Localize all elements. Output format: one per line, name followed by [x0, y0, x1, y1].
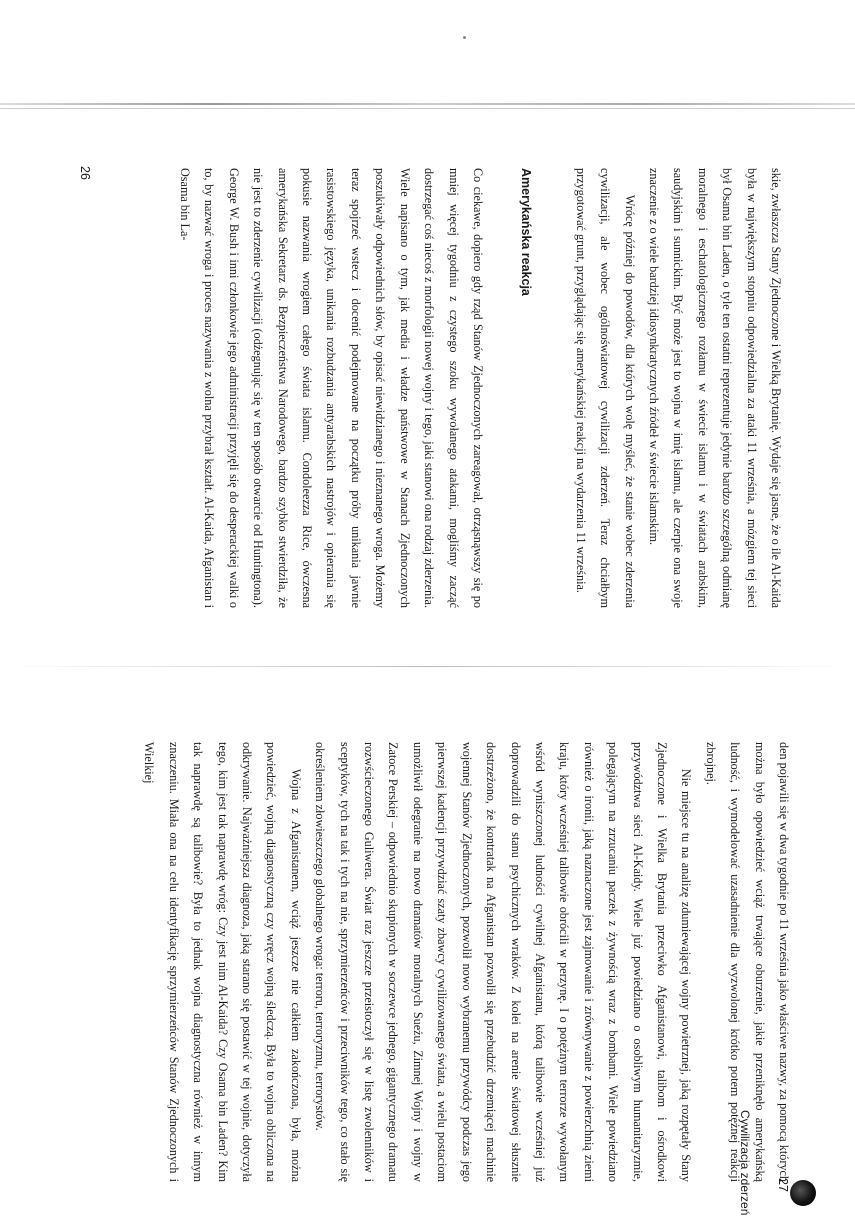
right-page-paragraph-2: Nie miejsce tu na analizę zdumiewającej wojny powietrznej, jaką rozpętały Stany Zjednoczone i Wielka Brytania przeciwko Afganistanowi, talibom i ośrodkowi przywództwa sieci Al-Kaidy. Wiele już powiedziano o osobliwym humanitaryzmie, polegającym na zrzucaniu paczek z żywnością wraz z bombami. Wiele powiedziano również o ironii, jaką naznaczone jest zajmowanie i zrównywanie z powierzchnią ziemi kraju, który wcześniej talibowie obrócili w perzynę. I o potężnym terrorze wywołanym wśród wyniszczonej ludności cywilnej Afganistanu, którą talibowie wcześniej już doprowadzili do stanu psychicznych wraków. Z kolei na arenie światowej słusznie dostrzeżono, że kontratak na Afganistan pozwolił się przebudzić drzemiącej machinie wojennej Stanów Zjednoczonych, pozwolił nowo wybranemu przywódcy podczas jego pierwszej kadencji przywdziać szaty zbawcy cywilizowanego świata, a wielu postaciom umożliwił odegranie na nowo dramatów moralnych Sueżu, Zimnej Wojny i wojny w Zatoce Perskiej – odpowiednio skupionych w soczewce jednego, gigantycznego dramatu rozwścieczonego Guliwera. Świat raz jeszcze przeistoczył się w listę zwolenników i sceptyków, tych na tak i tych na nie, sprzymierzeńców i przeciwników tego, co stało się określeniem złowieszczego globalnego wroga: terroru, terroryzmu, terrorystów. — [313, 742, 694, 1182]
top-scan-band-shadow — [0, 108, 855, 109]
right-page — [76, 742, 796, 1182]
left-page-paragraph-3: Co ciekawe, dopiero gdy rząd Stanów Zjednoczonych zareagował, otrząsnąwszy się po mniej więcej tygodniu z czystego szoku wywołanego atakami, mogliśmy zacząć dostrzegać coś niecoś z morfologii nowej wojny i tego, jaki stanowi ona rodzaj zderzenia. Wiele napisano o tym, jak media i władze państwowe w Stanach Zjednoczonych poszukiwały odpowiednich słów, by opisać niewidzianego i nieznanego wroga. Możemy teraz spojrzeć wstecz i docenić podejmowane na początku próby unikania jawnie rasistowskiego języka, unikania rozbudzania antyarabskich nastrojów i opierania się pokusie nazwania wrogiem całego świata islamu. Condoleezza Rice, ówczesna amerykańska Sekretarz ds. Bezpieczeństwa Narodowego, bardzo szybko stwierdziła, że nie jest to zderzenie cywilizacji (odżegnując się w ten sposób otwarcie od Huntingtona). George W. Bush i inni członkowie jego administracji przyjęli się do desperackiej walki o to, by nazwać wroga i proces nazywania z wolna przybrał kształt. Al-Kaida, Afganistan i Osama bin La- — [178, 168, 485, 608]
section-heading: Amerykańska reakcja — [519, 168, 534, 296]
page-fold-line — [0, 666, 855, 667]
running-head: Cywilizacja zderzeń — [738, 1110, 752, 1216]
right-page-number: 27 — [775, 1178, 790, 1192]
top-scan-band — [0, 103, 855, 105]
right-page-paragraph-1: den pojawili się w dwa tygodnie po 11 września jako właściwe nazwy, za pomocą których można było opowiedzieć wciąż trwające oburzenie, jakie przeniknęło amerykańską ludność, i wymodelować uzasadnienie dla wyzwolonej krótko potem potężnej reakcji zbrojnej. — [703, 742, 791, 1182]
left-page — [68, 168, 788, 608]
right-page-paragraph-3: Wojna z Afganistanem, wciąż jeszcze nie całkiem zakończona, była, można powiedzieć, wojną diagnostyczną czy wręcz wojną śledczą. Była to wojna obliczona na odkrywanie. Najważniejsza diagnoza, jaką starano się postawić w tej wojnie, dotyczyła tego, kim jest tak naprawdę wróg: Czy jest nim Al-Kaida? Czy Osama bin Laden? Kim tak naprawdę są talibowie? Była to jednak wojna diagnostyczna również w innym znaczeniu. Miała ona na celu identyfikację sprzymierzeńców Stanów Zjednoczonych i Wielkiej — [142, 742, 303, 1182]
left-page-paragraph-1: skie, zwłaszcza Stany Zjednoczone i Wielką Brytanię. Wydaje się jasne, że o ile Al-Kaida była w największym stopniu odpowiedzialna za ataki 11 września, a mózgiem tej sieci był Osama bin Laden, o tyle ten ostatni reprezentuje jedynie bardzo szczególną odmianę moralnego i eschatologicznego rozłamu w świecie islamu i w światach arabskim, saudyjskim i sunnickim. Być może jest to wojna w imię islamu, ale czerpie ona swoje znaczenie z o wiele bardziej idiosynkratycznych źródeł w świecie islamskim. — [646, 168, 783, 608]
left-page-number: 26 — [77, 166, 92, 180]
ink-blot — [790, 1180, 816, 1206]
left-page-paragraph-2: Wrócę później do powodów, dla których wolę myśleć, że stanie wobec zderzenia cywilizacji, ale wobec ogólnoświatowej cywilizacji zderzeń. Teraz chciałbym przygotować grunt, przyglądając się amerykańskiej reakcji na wydarzenia 11 września. — [573, 168, 637, 608]
scan-speck — [463, 36, 466, 39]
